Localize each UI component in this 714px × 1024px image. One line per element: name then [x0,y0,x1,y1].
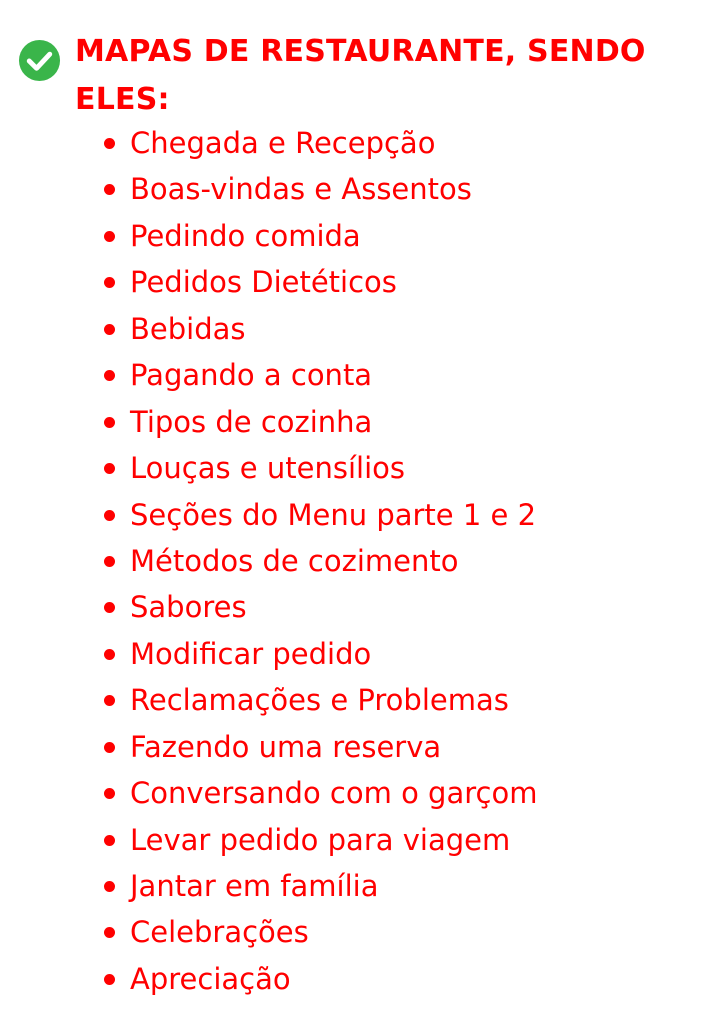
list-item [104,863,537,909]
list-item-label: Chegada e Recepção [130,126,436,160]
list-item [104,445,537,491]
list-item [104,956,537,1002]
check-circle-icon [18,39,61,82]
topic-list [104,120,537,1002]
list-item-label: Modificar pedido [130,636,372,671]
list-item [104,538,537,584]
list-item-label: Boas-vindas e Assentos [130,172,472,207]
bullet-icon [104,510,115,521]
list-item [104,259,537,305]
bullet-icon [104,184,115,195]
list-item [104,213,537,259]
list-item-label: Conversando com o garçom [130,776,538,811]
list-item [104,724,537,770]
list-item [104,631,537,677]
list-item-label: Apreciação [130,961,291,996]
list-item [104,909,537,955]
bullet-icon [104,881,115,892]
list-item [104,677,537,723]
list-item [104,770,537,816]
bullet-icon [104,742,115,753]
list-item [104,306,537,352]
list-item [104,120,537,166]
list-item-label: Jantar em família [130,869,379,903]
bullet-icon [104,927,115,938]
list-item [104,399,537,445]
list-item-label: Pagando a conta [130,358,373,393]
list-item [104,166,537,212]
list-item [104,817,537,863]
list-item-label: Fazendo uma reserva [130,729,442,764]
list-item [104,352,537,398]
list-item-label: Louças e utensílios [130,451,405,486]
list-item-label: Levar pedido para viagem [130,822,511,857]
bullet-icon [104,788,115,799]
bullet-icon [104,974,115,985]
page-title: MAPAS DE RESTAURANTE, SENDO ELES: [75,34,646,117]
bullet-icon [104,324,115,335]
list-item-label: Tipos de cozinha [130,404,373,439]
list-item [104,492,537,538]
list-item-label: Seções do Menu parte 1 e 2 [130,497,537,532]
bullet-icon [104,835,115,846]
bullet-icon [104,417,115,428]
bullet-icon [104,556,115,567]
list-item-label: Sabores [130,590,247,625]
list-item-label: Bebidas [130,311,246,346]
bullet-icon [104,231,115,242]
bullet-icon [104,370,115,381]
bullet-icon [104,602,115,613]
list-item-label: Celebrações [130,915,309,950]
list-item-label: Pedidos Dietéticos [130,265,397,300]
list-item-label: Pedindo comida [130,218,361,253]
bullet-icon [104,695,115,706]
list-item [104,584,537,630]
bullet-icon [104,463,115,474]
bullet-icon [104,138,115,149]
list-item-label: Reclamações e Problemas [130,683,509,718]
bullet-icon [104,277,115,288]
list-item-label: Métodos de cozimento [130,543,459,578]
bullet-icon [104,649,115,660]
